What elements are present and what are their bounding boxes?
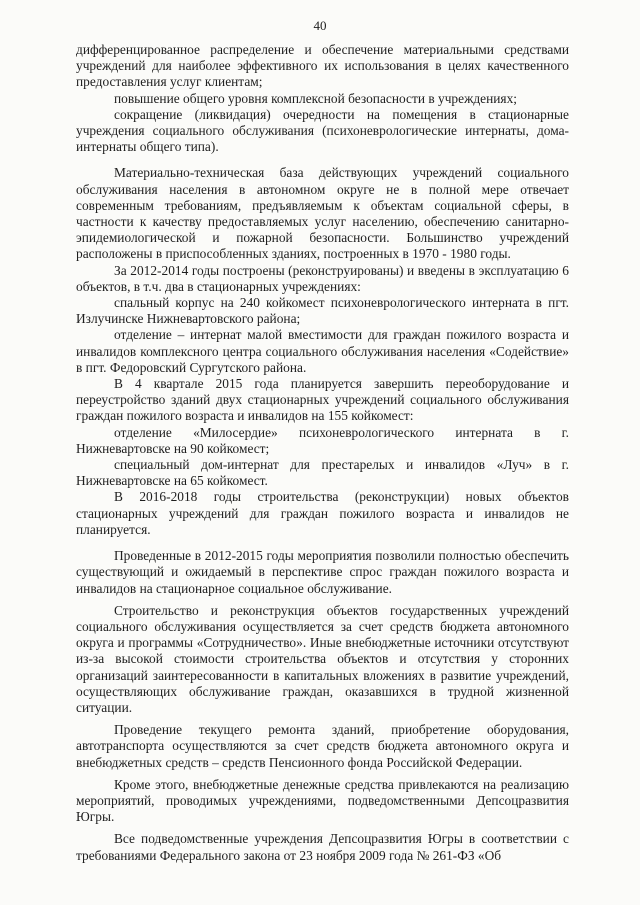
paragraph-8: В 4 квартале 2015 года планируется завершить переоборудование и переустройство зданий двух стационарных учреждений социального обслуживания граждан пожилого возраста и инвалидов на 155 койкомест: — [76, 376, 569, 424]
paragraph-14: Проведение текущего ремонта зданий, приобретение оборудования, автотранспорта осуществляются за счет средств бюджета автономного округа и внебюджетных средств – средств Пенсионного фонда Российской Федерации. — [76, 722, 569, 770]
paragraph-5: За 2012-2014 годы построены (реконструированы) и введены в эксплуатацию 6 объектов, в т.ч. два в стационарных учреждениях: — [76, 262, 569, 294]
paragraph-13: Строительство и реконструкция объектов государственных учреждений социального обслуживания осуществляется за счет средств бюджета автономного округа и программы «Сотрудничество». Иные внебюджетные источники отсутствуют из-за высокой стоимости строительства объектов и отсутствия у сторонних организаций заинтересованности в капитальных вложениях в развитие учреждений, осуществляющих обслуживание граждан, оказавшихся в трудной жизненной ситуации. — [76, 602, 569, 715]
paragraph-11: В 2016-2018 годы строительства (реконструкции) новых объектов стационарных учреждений для граждан пожилого возраста и инвалидов не планируется. — [76, 489, 569, 537]
paragraph-16: Все подведомственные учреждения Депсоцразвития Югры в соответствии с требованиями Федерального закона от 23 ноября 2009 года № 261-ФЗ «Об — [76, 831, 569, 863]
paragraph-10: специальный дом-интернат для престарелых и инвалидов «Луч» в г. Нижневартовске на 65 койкомест. — [76, 457, 569, 489]
paragraph-3: сокращение (ликвидация) очередности на помещения в стационарные учреждения социального обслуживания (психоневрологические интернаты, дома-интернаты общего типа). — [76, 106, 569, 155]
page-number: 40 — [313, 18, 327, 33]
paragraph-2: повышение общего уровня комплексной безопасности в учреждениях; — [114, 90, 517, 106]
paragraph-15: Кроме этого, внебюджетные денежные средства привлекаются на реализацию мероприятий, проводимых учреждениями, подведомственными Депсоцразвития Югры. — [76, 776, 569, 825]
paragraph-1: дифференцированное распределение и обеспечение материальными средствами учреждений для наиболее эффективного их использования в целях качественного предоставления услуг клиентам; — [76, 42, 569, 90]
paragraph-4: Материально-техническая база действующих учреждений социального обслуживания населения в автономном округе не в полной мере отвечает современным требованиям, предъявляемым к объектам социальной сферы, в частности к качеству предоставляемых услуг населению, обеспечению санитарно-эпидемиологической и пожарной безопасности. Большинство учреждений расположены в приспособленных зданиях, построенных в 1970 - 1980 годы. — [76, 165, 569, 262]
paragraph-12: Проведенные в 2012-2015 годы мероприятия позволили полностью обеспечить существующий и ожидаемый в перспективе спрос граждан пожилого возраста и инвалидов на стационарное социальное обслуживание. — [76, 548, 569, 596]
document-body — [76, 42, 569, 864]
paragraph-9: отделение «Милосердие» психоневрологического интерната в г. Нижневартовске на 90 койкомест; — [76, 424, 569, 456]
paragraph-7: отделение – интернат малой вместимости для граждан пожилого возраста и инвалидов комплексного центра социального обслуживания населения «Содействие» в пгт. Федоровский Сургутского района. — [76, 327, 569, 375]
paragraph-6: спальный корпус на 240 койкомест психоневрологического интерната в пгт. Излучинске Нижневартовского района; — [76, 295, 569, 327]
